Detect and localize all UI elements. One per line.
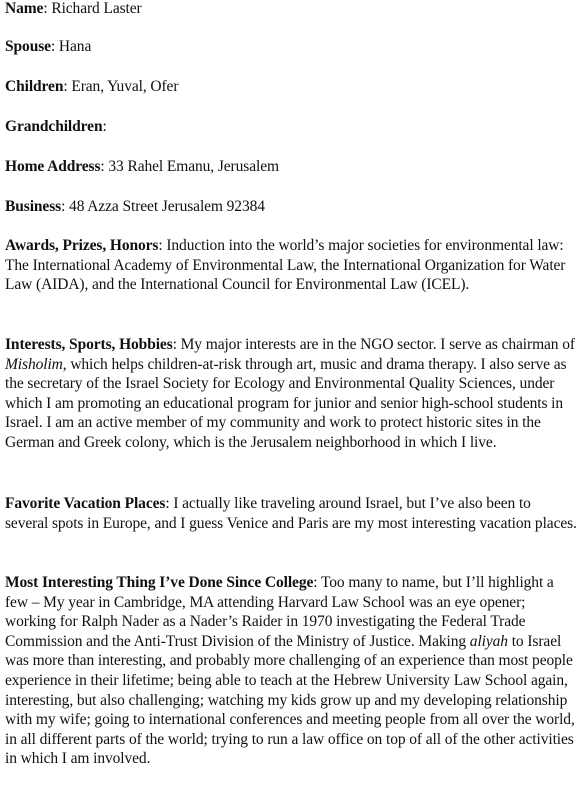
interests-label: Interests, Sports, Hobbies xyxy=(5,336,173,353)
most-interesting-value-part2: to Israel was more than interesting, and probably more challenging of an experience than most people experience in their lifetime; being able to teach at the Hebrew University Law School again, interesting, but also challenging; watching my kids grow up and my developing relationship with my wife; going to international conferences and meeting people from all over the world, in all different parts of the world; trying to run a law office on top of all of the other activities in which I am involved. xyxy=(5,632,575,768)
awards-label: Awards, Prizes, Honors xyxy=(5,237,159,254)
home-address-field: Home Address: 33 Rahel Emanu, Jerusalem xyxy=(5,158,279,175)
name-label: Name xyxy=(5,0,44,17)
business-label: Business xyxy=(5,198,62,215)
spouse-label: Spouse xyxy=(5,38,51,55)
spouse-field: Spouse: Hana xyxy=(5,38,92,55)
name-field: Name: Richard Laster xyxy=(5,0,142,17)
spouse-value: Hana xyxy=(58,38,92,55)
home-address-label: Home Address xyxy=(5,158,101,175)
interests-value-part2: , which helps children-at-risk through art, music and drama therapy. I also serve as the secretary of the Israel Society for Ecology and Environmental Quality Sciences, under which I am promoting an educational program for junior and senior high-school students in Israel. I am an active member of my community and work to protect historic sites in the German and Greek colony, which is the Jerusalem neighborhood in which I live. xyxy=(5,355,567,451)
business-field: Business: 48 Azza Street Jerusalem 92384 xyxy=(5,198,265,215)
most-interesting-value-italic: aliyah xyxy=(469,632,508,650)
children-value: Eran, Yuval, Ofer xyxy=(71,78,179,95)
interests-value-part1: My major interests are in the NGO sector. I serve as chairman of xyxy=(180,336,575,353)
most-interesting-field: Most Interesting Thing I’ve Done Since College: Too many to name, but I’ll highlight a few – My year in Cambridge, MA attending Harvard Law School was an eye opener; working for Ralph Nader as a Nader’s Raider in 1970 investigating the Federal Trade Commission and the Anti-Trust Division of the Ministry of Justice. Making aliyah to Israel was more than interesting, and probably more challenging of an experience than most people experience in their lifetime; being able to teach at the Hebrew University Law School again, interesting, but also challenging; watching my kids grow up and my developing relationship with my wife; going to international conferences and meeting people from all over the world, in all different parts of the world; trying to run a law office on top of all of the other activities in which I am involved. xyxy=(5,574,575,768)
awards-value: Induction into the world’s major societies for environmental law: The International Academy of Environmental Law, the International Organization for Water Law (AIDA), and the International Council for Environmental Law (ICEL). xyxy=(5,237,566,294)
most-interesting-value-part1: Too many to name, but I’ll highlight a few – My year in Cambridge, MA attending Harvard Law School was an eye opener; working for Ralph Nader as a Nader’s Raider in 1970 investigating the Federal Trade Commission and the Anti-Trust Division of the Ministry of Justice. Making xyxy=(5,574,554,650)
interests-field: Interests, Sports, Hobbies: My major interests are in the NGO sector. I serve as chairman of Misholim, which helps children-at-risk through art, music and drama therapy. I also serve as the secretary of the Israel Society for Ecology and Environmental Quality Sciences, under which I am promoting an educational program for junior and senior high-school students in Israel. I am an active member of my community and work to protect historic sites in the German and Greek colony, which is the Jerusalem neighborhood in which I live. xyxy=(5,336,575,451)
vacation-field: Favorite Vacation Places: I actually like traveling around Israel, but I’ve also been to several spots in Europe, and I guess Venice and Paris are my most interesting vacation places. xyxy=(5,495,577,532)
home-address-value: 33 Rahel Emanu, Jerusalem xyxy=(108,158,279,175)
business-value: 48 Azza Street Jerusalem 92384 xyxy=(69,198,265,215)
grandchildren-field: Grandchildren: xyxy=(5,118,107,135)
children-field: Children: Eran, Yuval, Ofer xyxy=(5,78,179,95)
name-value: Richard Laster xyxy=(51,0,142,17)
vacation-value: I actually like traveling around Israel, but I’ve also been to several spots in Europe, and I guess Venice and Paris are my most interesting vacation places. xyxy=(5,495,577,532)
interests-value-italic: Misholim xyxy=(5,355,63,373)
awards-field: Awards, Prizes, Honors: Induction into the world’s major societies for environmental law: The International Academy of Environmental Law, the International Organization for Water Law (AIDA), and the International Council for Environmental Law (ICEL). xyxy=(5,237,566,294)
children-label: Children xyxy=(5,78,64,95)
most-interesting-label: Most Interesting Thing I’ve Done Since College xyxy=(5,574,314,591)
vacation-label: Favorite Vacation Places xyxy=(5,495,166,512)
grandchildren-label: Grandchildren xyxy=(5,118,103,135)
